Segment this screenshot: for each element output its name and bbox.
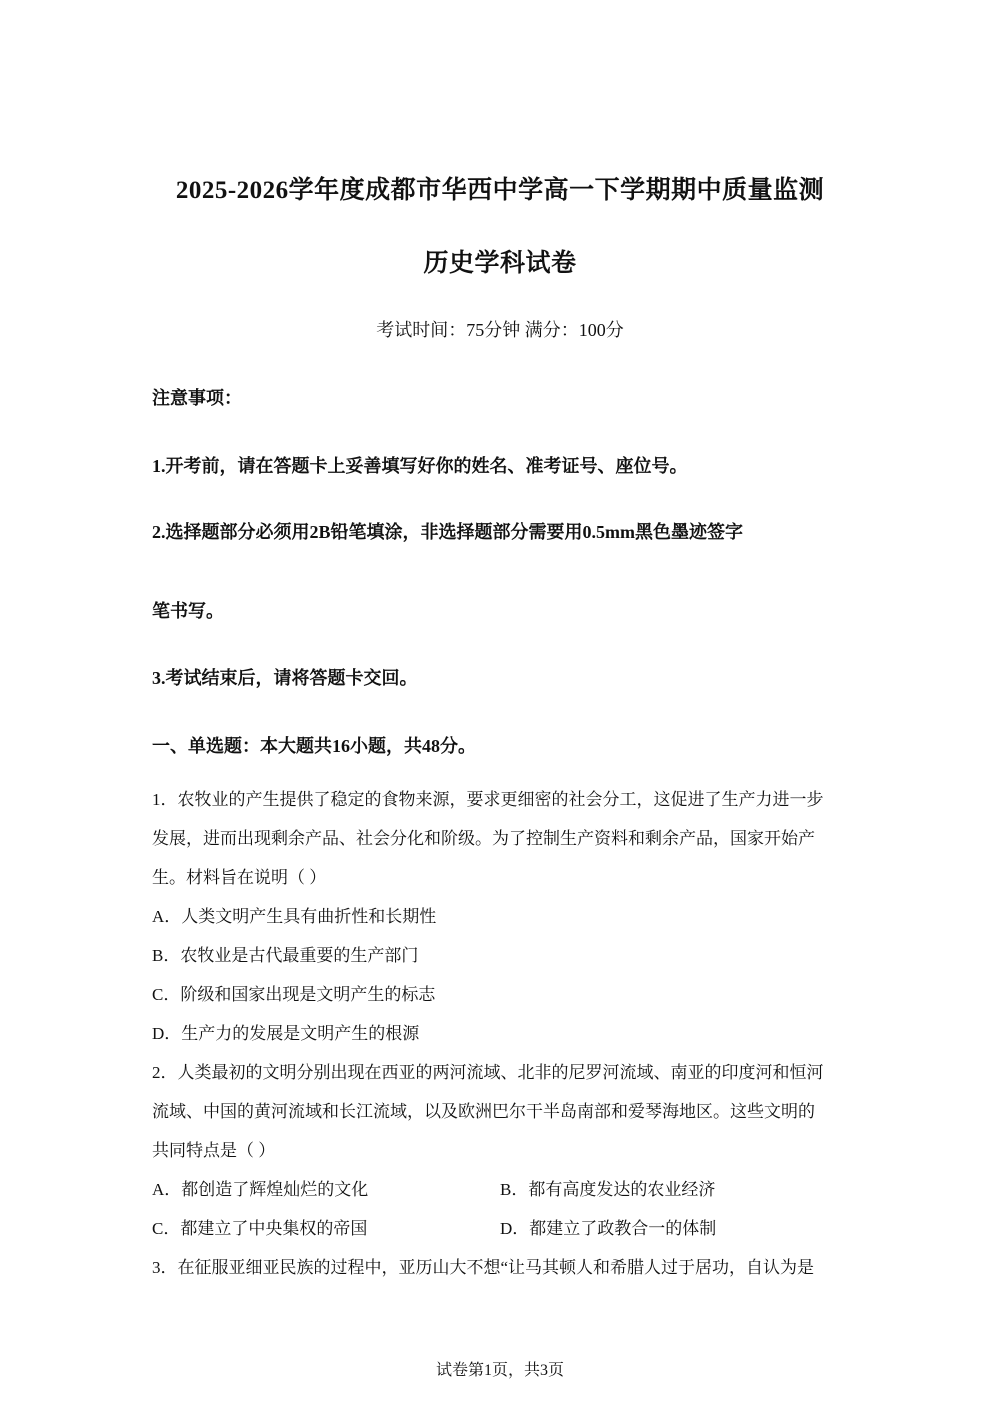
question-2-option-b: B．都有高度发达的农业经济	[500, 1180, 716, 1199]
question-1-option-d: D．生产力的发展是文明产生的根源	[152, 1024, 420, 1043]
question-3-stem-line1: 3．在征服亚细亚民族的过程中，亚历山大不想“让马其顿人和希腊人过于居功，自认为是	[152, 1258, 815, 1277]
question-1-stem-line3: 生。材料旨在说明（ ）	[152, 868, 327, 887]
note-item-3: 3.考试结束后，请将答题卡交回。	[152, 668, 418, 688]
question-1-option-a: A．人类文明产生具有曲折性和长期性	[152, 907, 437, 926]
exam-time-and-score: 考试时间：75分钟 满分：100分	[376, 320, 624, 340]
question-1-option-b: B．农牧业是古代最重要的生产部门	[152, 946, 419, 965]
question-2-option-c: C．都建立了中央集权的帝国	[152, 1219, 368, 1238]
note-item-2-line1: 2.选择题部分必须用2B铅笔填涂，非选择题部分需要用0.5mm黑色墨迹签字	[152, 522, 743, 542]
question-2-stem-line3: 共同特点是（ ）	[152, 1141, 276, 1160]
question-1-stem-line1: 1．农牧业的产生提供了稳定的食物来源，要求更细密的社会分工，这促进了生产力进一步	[152, 790, 824, 809]
note-item-2-line2: 笔书写。	[152, 601, 224, 621]
notes-heading: 注意事项：	[152, 388, 242, 408]
question-1-option-c: C．阶级和国家出现是文明产生的标志	[152, 985, 436, 1004]
exam-title-line1: 2025-2026学年度成都市华西中学高一下学期期中质量监测	[175, 177, 825, 204]
question-2-stem-line2: 流域、中国的黄河流域和长江流域，以及欧洲巴尔干半岛南部和爱琴海地区。这些文明的	[152, 1102, 815, 1121]
question-1-stem-line2: 发展，进而出现剩余产品、社会分化和阶级。为了控制生产资料和剩余产品，国家开始产	[152, 829, 815, 848]
note-item-1: 1.开考前，请在答题卡上妥善填写好你的姓名、准考证号、座位号。	[152, 456, 688, 476]
question-2-option-d: D．都建立了政教合一的体制	[500, 1219, 717, 1238]
question-2-stem-line1: 2．人类最初的文明分别出现在西亚的两河流域、北非的尼罗河流域、南亚的印度河和恒河	[152, 1063, 824, 1082]
page-footer: 试卷第1页，共3页	[435, 1362, 564, 1379]
exam-title-line2: 历史学科试卷	[423, 250, 577, 277]
question-2-option-a: A．都创造了辉煌灿烂的文化	[152, 1180, 369, 1199]
section-heading: 一、单选题：本大题共16小题，共48分。	[152, 736, 476, 756]
